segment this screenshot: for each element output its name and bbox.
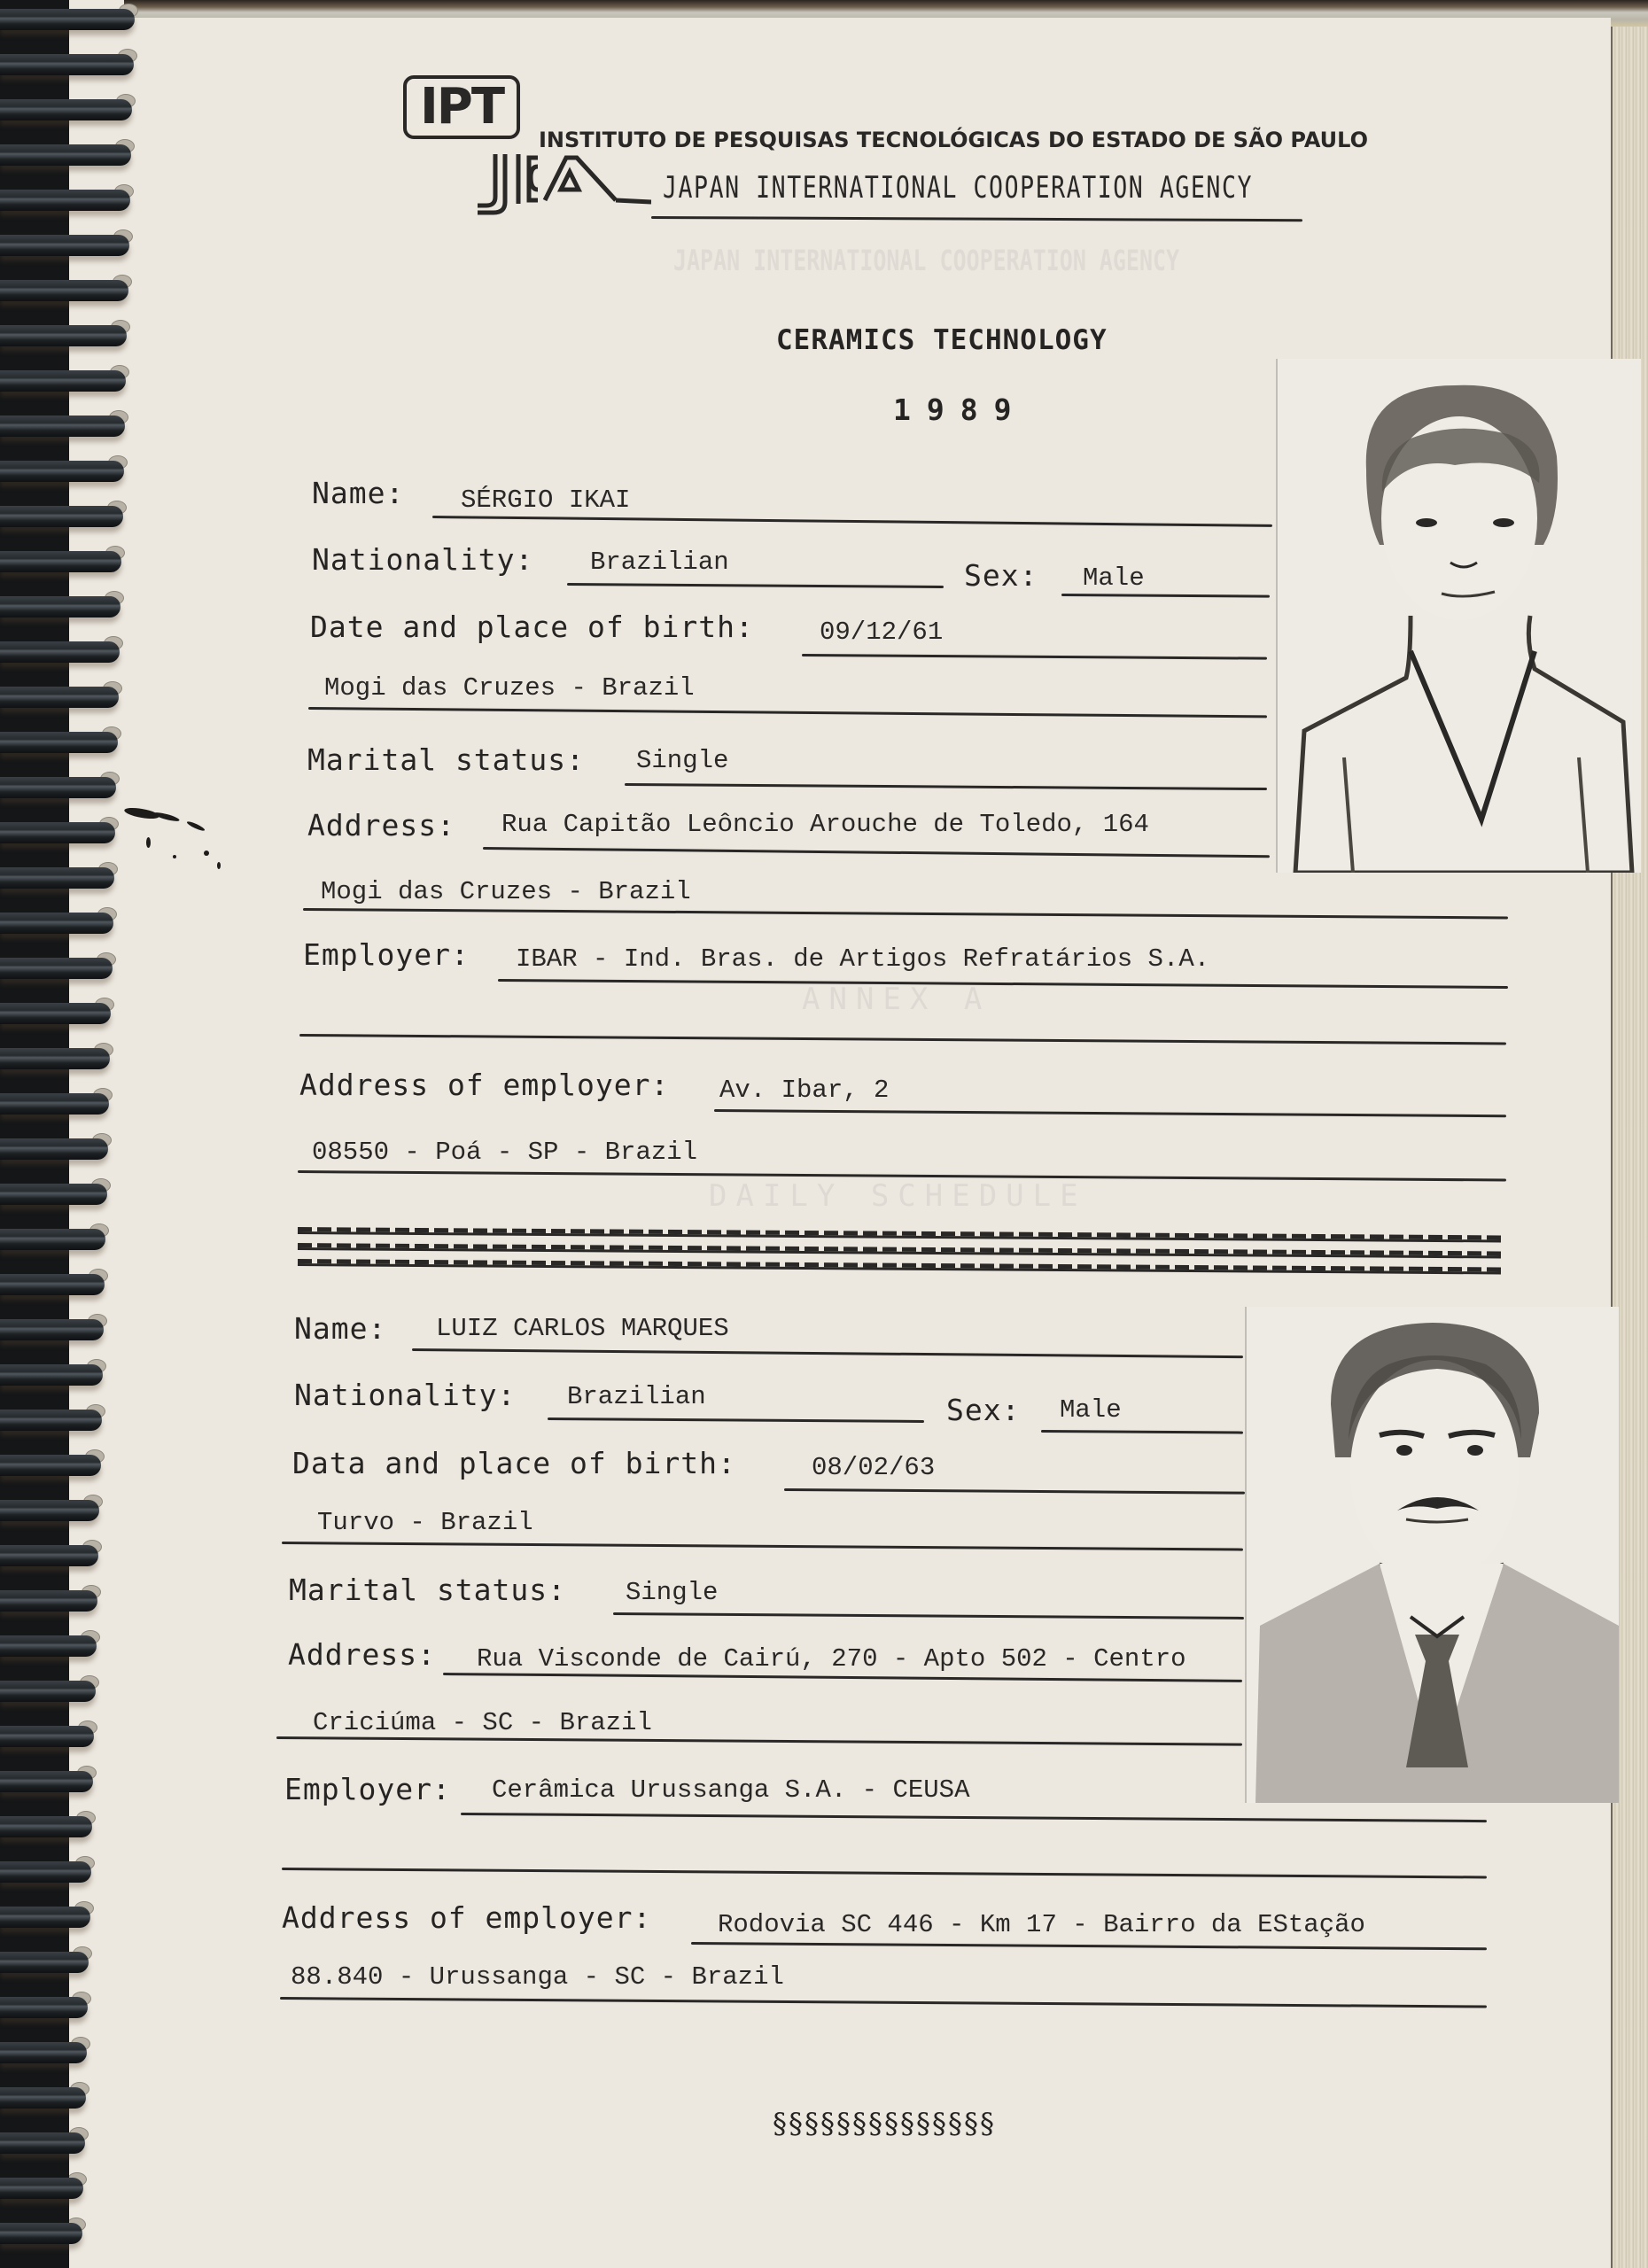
birth-label: Data and place of birth: bbox=[292, 1446, 736, 1480]
birth-label: Date and place of birth: bbox=[310, 610, 754, 644]
employer-value: Cerâmica Urussanga S.A. - CEUSA bbox=[492, 1775, 970, 1805]
spiral-coil bbox=[0, 9, 135, 30]
employer-address-line2-value: 88.840 - Urussanga - SC - Brazil bbox=[291, 1962, 784, 1992]
spiral-coil bbox=[0, 2087, 86, 2109]
address-line2-value: Mogi das Cruzes - Brazil bbox=[321, 877, 691, 906]
spiral-coil bbox=[0, 2042, 87, 2063]
participant-photo-2 bbox=[1245, 1307, 1619, 1803]
employer-address-label: Address of employer: bbox=[282, 1900, 652, 1935]
spiral-coil bbox=[0, 641, 120, 663]
spiral-coil bbox=[0, 867, 114, 889]
spiral-coil bbox=[0, 144, 131, 166]
spiral-coil bbox=[0, 822, 115, 843]
spiral-coil bbox=[0, 913, 113, 934]
spiral-coil bbox=[0, 1997, 88, 2018]
spiral-coil bbox=[0, 1319, 104, 1340]
sex-value: Male bbox=[1083, 563, 1145, 593]
spiral-coil bbox=[0, 777, 116, 798]
employer-address-line2-value: 08550 - Poá - SP - Brazil bbox=[312, 1138, 698, 1167]
spiral-coil bbox=[0, 551, 121, 572]
birth-place-value: Turvo - Brazil bbox=[317, 1508, 533, 1537]
employer-address-line1-value: Av. Ibar, 2 bbox=[719, 1076, 890, 1105]
name-label: Name: bbox=[294, 1311, 387, 1346]
nationality-label: Nationality: bbox=[312, 542, 534, 577]
birth-date-value: 09/12/61 bbox=[820, 617, 944, 647]
sex-value: Male bbox=[1060, 1395, 1122, 1425]
name-value: LUIZ CARLOS MARQUES bbox=[436, 1314, 729, 1343]
name-label: Name: bbox=[312, 476, 405, 510]
ipt-institution-name: INSTITUTO DE PESQUISAS TECNOLÓGICAS DO ESTADO DE SÃO PAULO bbox=[539, 128, 1368, 152]
spiral-coil bbox=[0, 1138, 108, 1160]
birth-date-value: 08/02/63 bbox=[812, 1453, 936, 1482]
marital-status-value: Single bbox=[636, 746, 729, 775]
spiral-coil bbox=[0, 1229, 105, 1250]
document-year: 1989 bbox=[893, 392, 1028, 427]
document-title: CERAMICS TECHNOLOGY bbox=[776, 324, 1108, 356]
jica-logo bbox=[474, 151, 651, 221]
spiral-coil bbox=[0, 1816, 92, 1837]
jica-agency-name: JAPAN INTERNATIONAL COOPERATION AGENCY bbox=[663, 170, 1254, 206]
spiral-coil bbox=[0, 1726, 94, 1747]
portrait-photo-icon bbox=[1247, 1307, 1619, 1803]
bleed-through-annex: ANNEX A bbox=[802, 982, 991, 1017]
spiral-coil bbox=[0, 280, 128, 301]
spiral-coil bbox=[0, 958, 113, 979]
name-value: SÉRGIO IKAI bbox=[461, 485, 631, 515]
spiral-coil bbox=[0, 1500, 99, 1521]
employer-label: Employer: bbox=[284, 1772, 451, 1806]
spiral-coil bbox=[0, 2132, 85, 2154]
nationality-value: Brazilian bbox=[590, 548, 729, 577]
section-end-marks: §§§§§§§§§§§§§§ bbox=[773, 2107, 996, 2140]
spiral-coil bbox=[0, 596, 120, 617]
nationality-label: Nationality: bbox=[294, 1378, 517, 1412]
spiral-coil bbox=[0, 370, 126, 392]
spiral-coil bbox=[0, 54, 134, 75]
spiral-coil bbox=[0, 1093, 109, 1115]
spiral-coil bbox=[0, 732, 118, 753]
spiral-coil bbox=[0, 1635, 97, 1657]
nationality-value: Brazilian bbox=[567, 1382, 706, 1411]
employer-value: IBAR - Ind. Bras. de Artigos Refratários S.A. bbox=[516, 944, 1210, 974]
spiral-binding bbox=[0, 0, 69, 2268]
employer-address-label: Address of employer: bbox=[299, 1068, 670, 1102]
bleed-through-jica: JAPAN INTERNATIONAL COOPERATION AGENCY bbox=[673, 244, 1180, 277]
spiral-coil bbox=[0, 416, 125, 437]
birth-place-value: Mogi das Cruzes - Brazil bbox=[324, 673, 695, 703]
spiral-coil bbox=[0, 2223, 82, 2244]
spiral-coil bbox=[0, 1364, 103, 1386]
sex-label: Sex: bbox=[964, 558, 1038, 593]
spiral-coil bbox=[0, 1590, 97, 1612]
spiral-coil bbox=[0, 461, 124, 482]
address-label: Address: bbox=[307, 808, 455, 843]
address-line2-value: Criciúma - SC - Brazil bbox=[313, 1708, 652, 1737]
spiral-coil bbox=[0, 1455, 101, 1476]
spiral-coil bbox=[0, 1952, 89, 1973]
spiral-coil bbox=[0, 1907, 90, 1928]
address-label: Address: bbox=[288, 1637, 436, 1672]
marital-status-label: Marital status: bbox=[289, 1573, 567, 1607]
sex-label: Sex: bbox=[946, 1393, 1021, 1427]
spiral-coil bbox=[0, 1048, 110, 1069]
spiral-coil bbox=[0, 1003, 111, 1024]
spiral-coil bbox=[0, 687, 119, 708]
spiral-coil bbox=[0, 190, 130, 211]
spiral-coil bbox=[0, 325, 127, 346]
spiral-coil bbox=[0, 99, 132, 120]
spiral-coil bbox=[0, 1274, 105, 1295]
address-line1-value: Rua Capitão Leôncio Arouche de Toledo, 164 bbox=[501, 810, 1149, 839]
employer-address-line1-value: Rodovia SC 446 - Km 17 - Bairro da EStação bbox=[718, 1910, 1365, 1939]
spiral-coil bbox=[0, 1184, 107, 1205]
participant-photo-1 bbox=[1276, 359, 1641, 873]
employer-label: Employer: bbox=[303, 937, 470, 972]
spiral-coil bbox=[0, 1410, 102, 1431]
spiral-coil bbox=[0, 1545, 98, 1566]
spiral-coil bbox=[0, 2178, 83, 2199]
address-line1-value: Rua Visconde de Cairú, 270 - Apto 502 - Centro bbox=[477, 1644, 1186, 1674]
spiral-coil bbox=[0, 1681, 96, 1702]
ink-smudge bbox=[120, 802, 253, 890]
spiral-coil bbox=[0, 506, 123, 527]
portrait-photo-icon bbox=[1278, 359, 1641, 873]
marital-status-value: Single bbox=[626, 1578, 719, 1607]
spiral-coil bbox=[0, 235, 129, 256]
bleed-through-schedule: DAILY SCHEDULE bbox=[709, 1178, 1087, 1214]
spiral-coil bbox=[0, 1861, 91, 1883]
spiral-coil bbox=[0, 1771, 93, 1792]
marital-status-label: Marital status: bbox=[307, 742, 586, 777]
ipt-logo: IPT bbox=[403, 75, 520, 139]
